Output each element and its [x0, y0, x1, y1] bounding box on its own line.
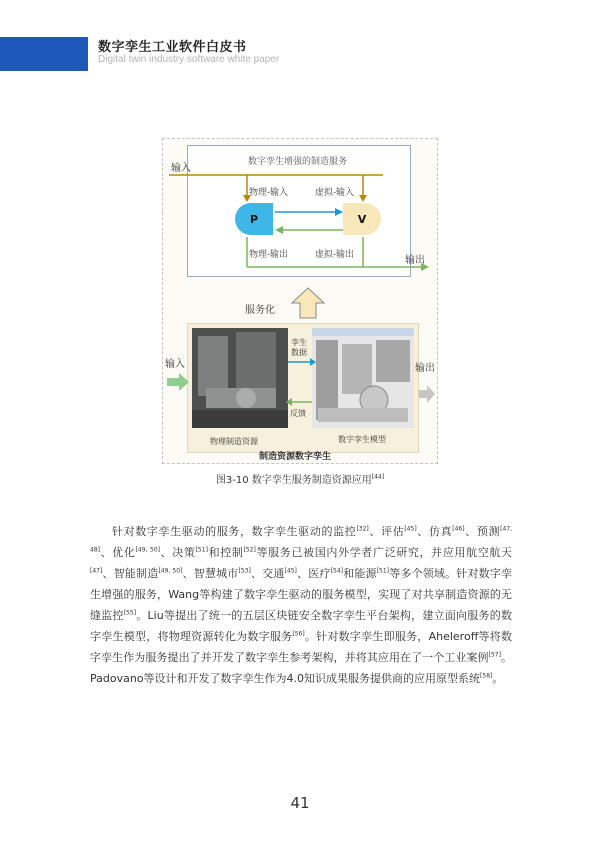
output-arrow-icon [419, 385, 435, 403]
figure-3-10 [162, 138, 438, 464]
photo-panel [187, 323, 419, 453]
figure-caption: 图3-10 数字孪生服务制造资源应用[44] [215, 473, 385, 486]
phys-input-label: 物理-输入 [249, 188, 289, 198]
input-label: 输入 [171, 163, 191, 174]
p-to-v-arrow [335, 208, 343, 216]
bottom-title: 制造资源数字孪生 [259, 452, 332, 462]
header-title: 数字孪生工业软件白皮书 [98, 40, 247, 55]
v-to-p-arrow [275, 226, 283, 234]
twin-data-arrow [310, 358, 316, 366]
servitization-arrow-icon [291, 287, 325, 319]
output-label: 输出 [405, 255, 425, 266]
page-number: 41 [290, 794, 310, 812]
header-color-block [0, 37, 88, 71]
node-v: V [343, 203, 381, 235]
input-arrow-icon [167, 373, 189, 391]
service-title: 数字孪生增强的制造服务 [248, 157, 348, 167]
virt-input-label: 虚拟-输入 [315, 188, 355, 198]
flow-lines [163, 139, 437, 279]
physical-resource-label: 物理制造资源 [210, 437, 258, 446]
photo-input-label: 输入 [165, 359, 185, 370]
twin-data-label: 孪生数据 [291, 338, 307, 357]
feedback-arrow [286, 398, 292, 406]
node-p: P [235, 203, 273, 235]
virt-output-label: 虚拟-输出 [315, 250, 355, 260]
servitization-label: 服务化 [245, 305, 275, 316]
twin-model-label: 数字孪生模型 [338, 435, 386, 444]
body-paragraph: 针对数字孪生驱动的服务，数字孪生驱动的监控[32]、评估[45]、仿真[46]、预测[47, 48]、优化[49, 50]、决策[51]和控制[52]等服务已被国内外学者广泛研究，并应用航空航天[47]、智能制造[49, 50]、智慧城市[53]、交通[45]、医疗[54]和能源[51]等多个领域。针对数字孪生增强的服务，Wang等构建了数字孪生驱动的服务模型，实现了对共享制造资源的无缝监控[55]。Liu等提出了统一的五层区块链安全数字孪生平台架构，建立面向服务的数字孪生模型，将物理资源转化为数字服务[56]。针对数字孪生即服务，Aheleroff等将数字孪生作为服务提出了并开发了数字孪生参考架构，并将其应用在了一个工业案例[57]。Padovano等设计和开发了数字孪生作为4.0知识成果服务提供商的应用原型系统[58]。 [90, 525, 513, 685]
phys-output-label: 物理-输出 [249, 250, 289, 260]
virt-input-arrow [359, 195, 367, 202]
feedback-label: 反馈 [290, 409, 306, 418]
header-subtitle: Digital twin industry software white paper [98, 54, 280, 65]
photo-output-label: 输出 [415, 363, 435, 374]
